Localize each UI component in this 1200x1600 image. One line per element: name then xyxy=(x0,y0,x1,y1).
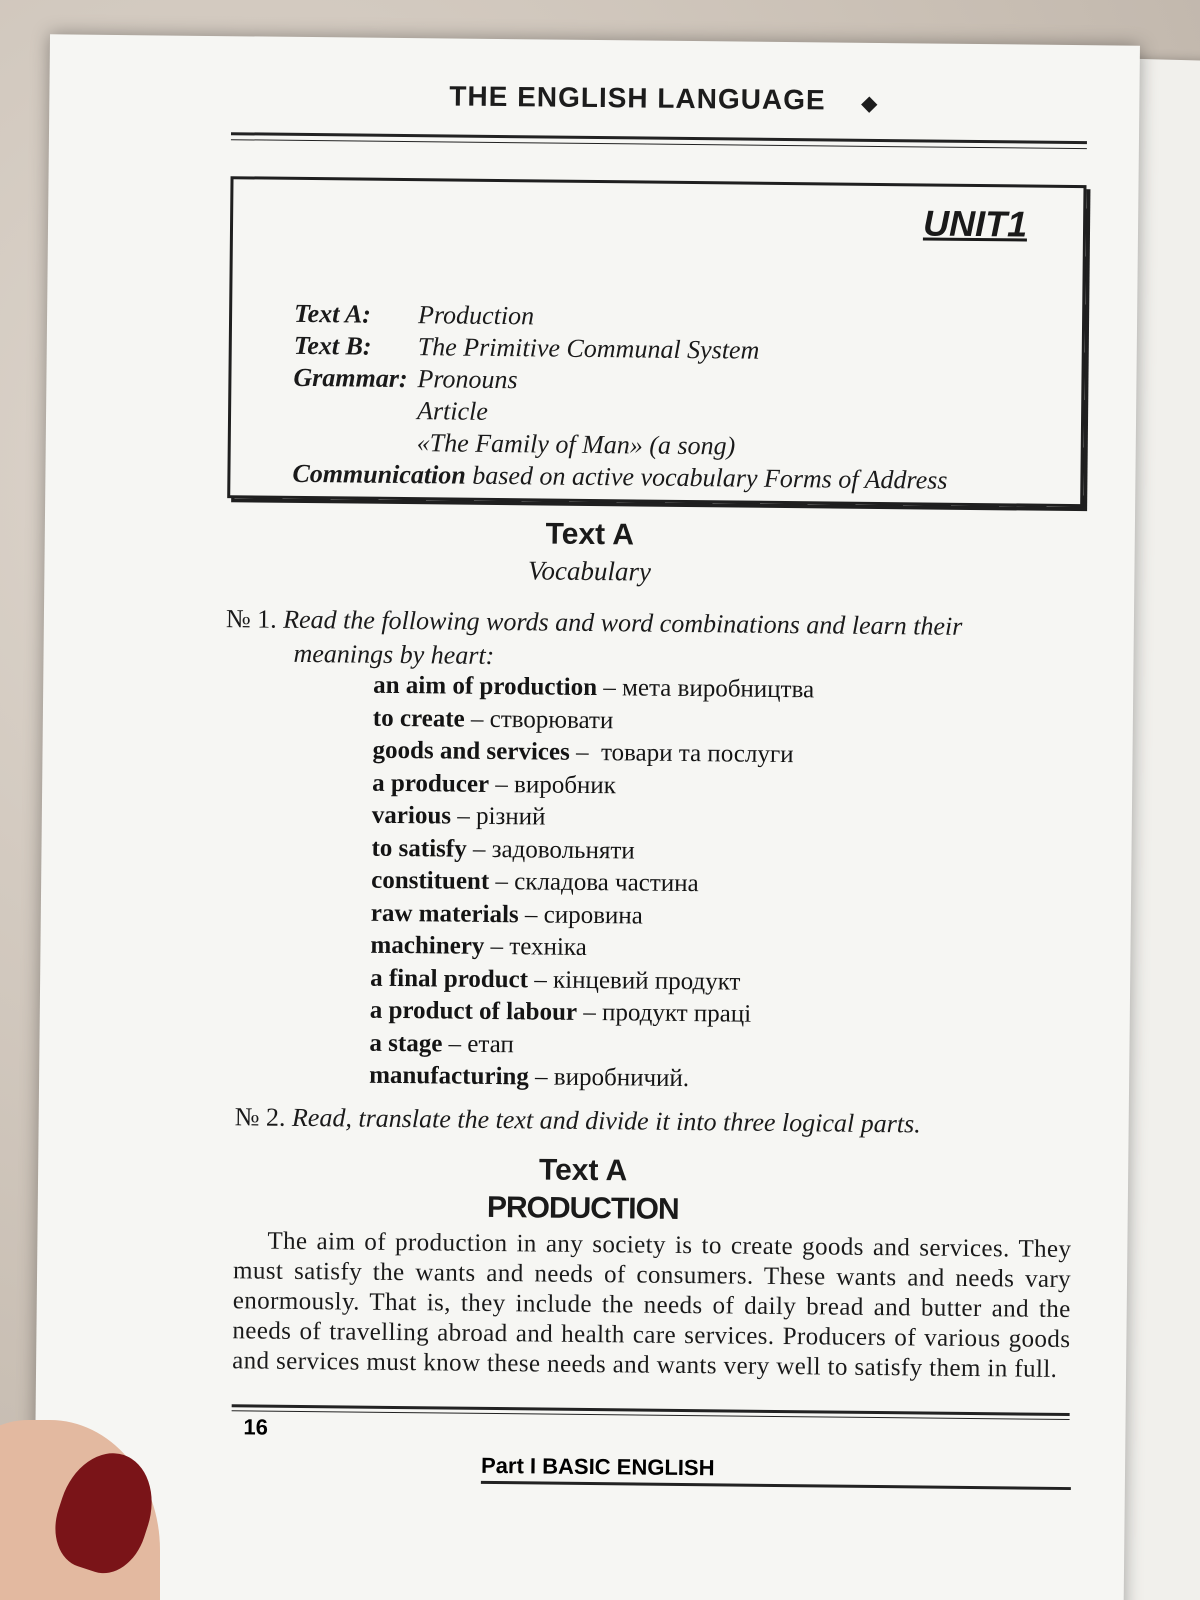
vocab-english: to create xyxy=(372,704,465,733)
vocab-ukrainian: етап xyxy=(467,1030,515,1058)
vocab-dash: – xyxy=(450,802,477,830)
vocab-item xyxy=(370,930,811,967)
unit-grammar: Grammar: Pronouns xyxy=(293,362,518,395)
task-1-text-line2: meanings by heart: xyxy=(293,638,495,670)
vocab-ukrainian: виробник xyxy=(513,770,617,799)
vocab-dash: – xyxy=(442,1029,468,1058)
reading-title: Text A xyxy=(538,1153,628,1188)
vocab-dash: – xyxy=(596,674,623,702)
vocab-english: constituent xyxy=(371,866,490,895)
vocab-ukrainian: створювати xyxy=(489,705,614,734)
unit-text-a: Text A: Production xyxy=(293,298,535,331)
vocab-item xyxy=(370,962,811,999)
diamond-icon: ◆ xyxy=(861,92,879,115)
vocab-ukrainian: кінцевий продукт xyxy=(552,966,741,996)
book-page xyxy=(33,34,1140,1600)
task-2-text: Read, translate the text and divide it into three logical parts. xyxy=(291,1102,921,1139)
vocab-ukrainian: товари та послуги xyxy=(600,739,794,769)
vocab-dash: – xyxy=(569,738,602,767)
vocab-english: manufacturing xyxy=(369,1061,530,1091)
vocab-item xyxy=(371,897,812,934)
vocab-english: a stage xyxy=(369,1029,443,1057)
vocab-item xyxy=(371,865,812,902)
vocabulary-list xyxy=(369,670,814,1097)
vocab-ukrainian: задовольняти xyxy=(491,835,635,864)
unit-contents xyxy=(292,298,949,497)
task-2 xyxy=(235,1100,921,1141)
footer-bottom-rule xyxy=(481,1481,1071,1490)
vocab-dash: – xyxy=(484,932,510,961)
reading-paragraph: The aim of production in any society is to create goods and services. They must satisfy the wants and needs of consumers. These wants and needs vary enormously. That is, they include the needs of daily bread and butter and the needs of travelling abroad and health care services. Producers of various goods and services must know these needs and wants very well to satisfy them in full. xyxy=(232,1227,1072,1383)
vocab-english: an aim of production xyxy=(373,671,598,702)
vocab-english: machinery xyxy=(370,931,485,960)
header-rule-thick xyxy=(231,132,1087,144)
vocab-item xyxy=(369,1027,810,1064)
vocab-item xyxy=(373,702,814,739)
vocab-ukrainian: різний xyxy=(475,802,546,831)
vocab-ukrainian: сировина xyxy=(543,901,643,930)
running-header xyxy=(449,80,878,116)
vocab-ukrainian: продукт праці xyxy=(601,999,752,1028)
unit-overview-box xyxy=(227,176,1086,507)
vocab-ukrainian: мета виробництва xyxy=(621,674,815,704)
unit-communication: Communication based on active vocabulary Forms of Address xyxy=(292,458,948,495)
vocab-ukrainian: виробничий. xyxy=(553,1063,690,1093)
vocab-english: goods and services xyxy=(372,736,570,766)
section-title: Text A xyxy=(545,517,635,552)
vocab-english: to satisfy xyxy=(371,834,467,863)
vocab-ukrainian: техніка xyxy=(509,933,587,961)
vocab-dash: – xyxy=(488,770,515,798)
reading-heading: PRODUCTION xyxy=(486,1190,679,1226)
task-1-text-line1: Read the following words and word combinations and learn their xyxy=(283,604,963,641)
vocab-dash: – xyxy=(466,835,492,863)
task-1 xyxy=(225,602,962,678)
vocab-item xyxy=(373,670,814,707)
vocab-item xyxy=(369,1060,810,1097)
vocab-dash: – xyxy=(518,900,544,929)
vocab-item xyxy=(372,735,813,772)
unit-title: UNIT1 xyxy=(922,202,1028,245)
vocab-item xyxy=(372,767,813,804)
vocab-dash: – xyxy=(464,705,490,733)
vocab-dash: – xyxy=(528,1063,555,1091)
vocab-item xyxy=(372,800,813,837)
section-subtitle: Vocabulary xyxy=(527,555,652,587)
page-number: 16 xyxy=(243,1414,269,1440)
vocab-english: various xyxy=(371,801,452,830)
vocab-english: a producer xyxy=(372,769,490,798)
vocab-item xyxy=(370,995,811,1032)
vocab-english: a final product xyxy=(370,964,529,993)
header-title: THE ENGLISH LANGUAGE xyxy=(449,80,826,116)
vocab-english: raw materials xyxy=(370,899,519,928)
task-1-number: № 1. xyxy=(225,604,277,634)
unit-song: «The Family of Man» (a song) xyxy=(416,428,736,461)
vocab-dash: – xyxy=(527,965,554,994)
footer-part-label: Part I BASIC ENGLISH xyxy=(480,1452,715,1481)
vocab-item xyxy=(371,832,812,869)
vocab-dash: – xyxy=(489,867,515,896)
vocab-ukrainian: складова частина xyxy=(514,868,699,898)
unit-grammar-article: Article xyxy=(416,396,489,426)
vocab-dash: – xyxy=(576,998,603,1027)
unit-text-b: Text B: The Primitive Communal System xyxy=(293,330,760,365)
task-2-number: № 2. xyxy=(234,1102,286,1132)
vocab-english: a product of labour xyxy=(369,996,578,1026)
